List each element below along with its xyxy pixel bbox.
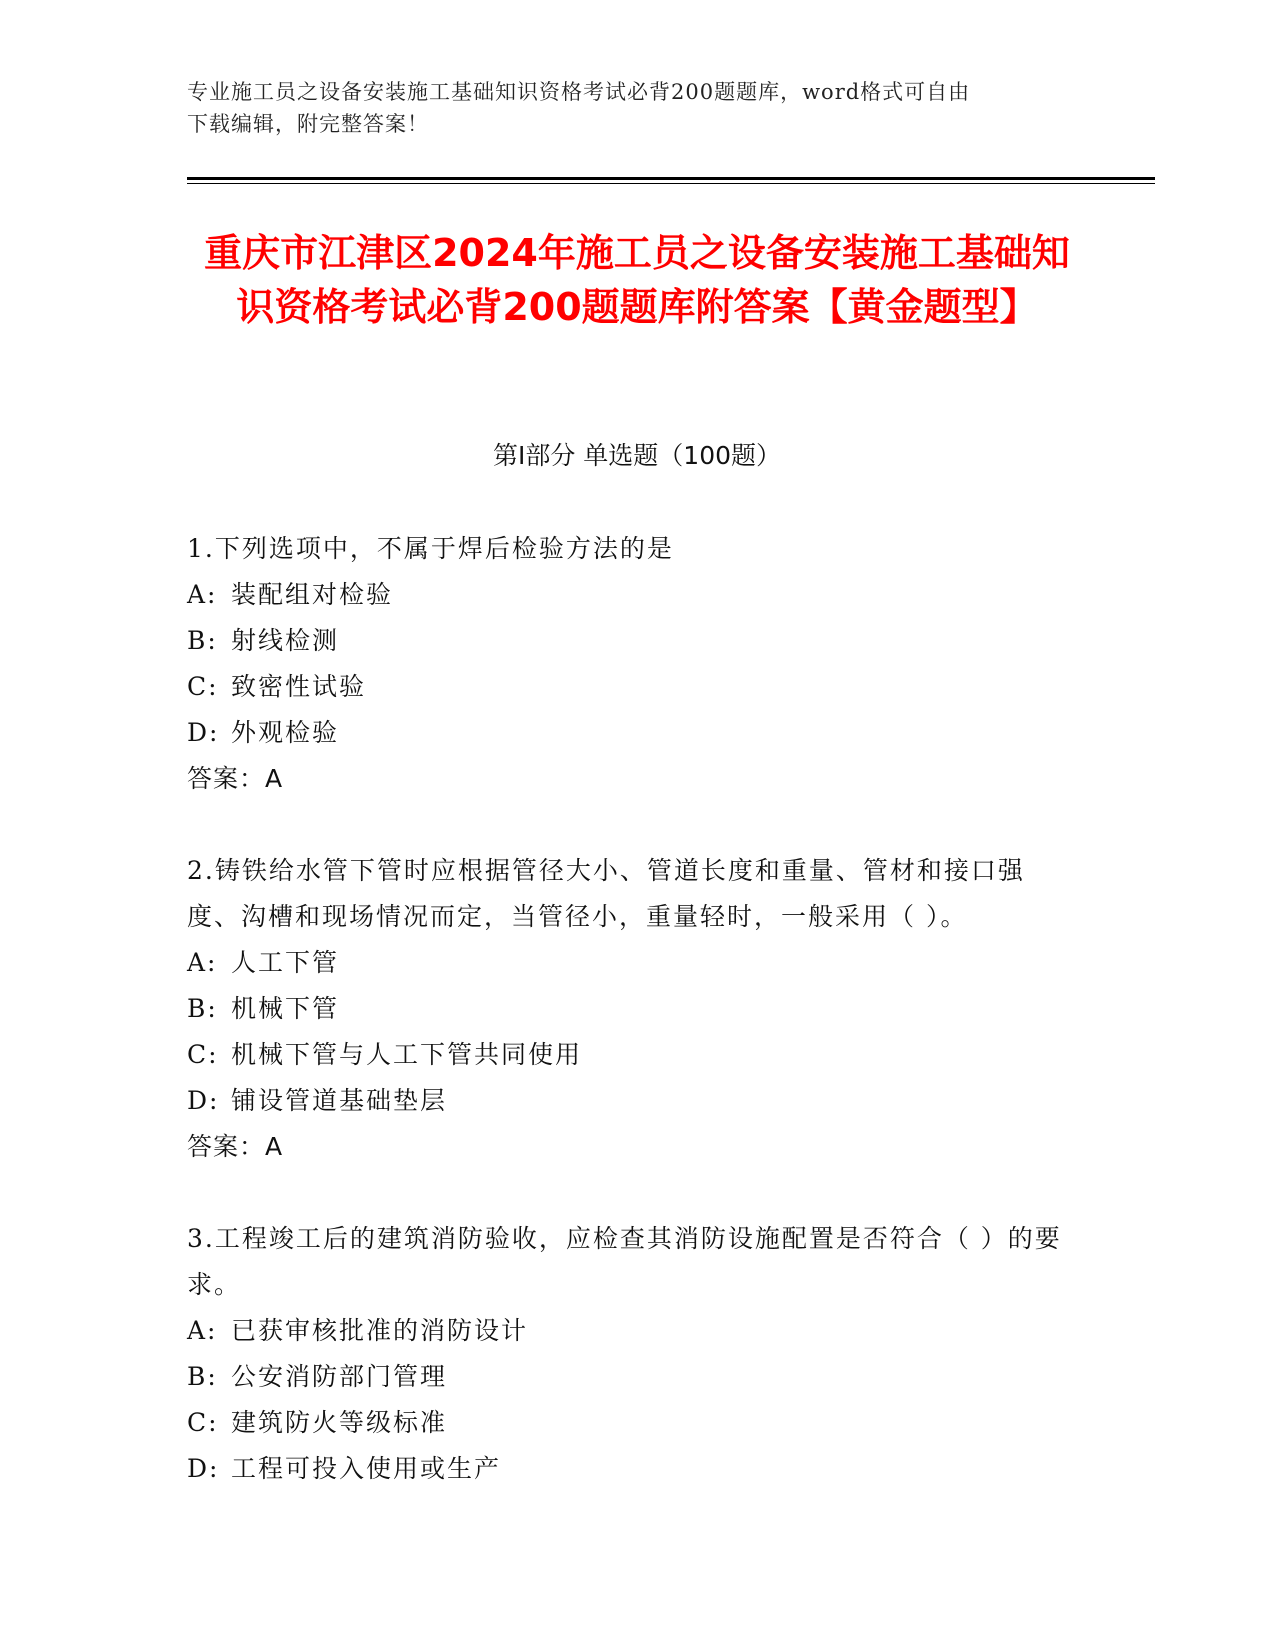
option-text: 公安消防部门管理 <box>231 1362 448 1391</box>
question-text: 3.工程竣工后的建筑消防验收，应检查其消防设施配置是否符合（ ）的要求。 <box>187 1224 1062 1299</box>
option-letter: D: <box>187 1454 220 1483</box>
option-letter: D: <box>187 1086 220 1115</box>
option-b <box>187 1354 1067 1400</box>
option-c <box>187 1400 1067 1446</box>
option-letter: A: <box>187 948 218 977</box>
section-title: 第Ⅰ部分 单选题（100题） <box>492 441 782 470</box>
option-text: 铺设管道基础垫层 <box>231 1086 448 1115</box>
option-a <box>187 572 1067 618</box>
option-text: 机械下管 <box>231 994 340 1023</box>
option-text: 人工下管 <box>231 948 340 977</box>
option-text: 建筑防火等级标准 <box>231 1408 448 1437</box>
option-text: 工程可投入使用或生产 <box>231 1454 502 1483</box>
option-letter: C: <box>187 1408 219 1437</box>
document-title: 重庆市江津区2024年施工员之设备安装施工基础知识资格考试必背200题题库附答案【黄金题型】 <box>204 231 1070 329</box>
option-b <box>187 986 1067 1032</box>
question-3 <box>187 1216 1067 1492</box>
option-letter: C: <box>187 1040 219 1069</box>
option-letter: A: <box>187 1316 218 1345</box>
question-1 <box>187 526 1067 802</box>
option-text: 射线检测 <box>231 626 340 655</box>
option-letter: B: <box>187 626 218 655</box>
option-d <box>187 710 1067 756</box>
question-list <box>187 526 1067 1538</box>
option-a <box>187 940 1067 986</box>
question-2 <box>187 848 1067 1170</box>
option-c <box>187 1032 1067 1078</box>
question-text: 2.铸铁给水管下管时应根据管径大小、管道长度和重量、管材和接口强度、沟槽和现场情况而定，当管径小，重量轻时，一般采用（ ）。 <box>187 856 1025 931</box>
option-text: 致密性试验 <box>231 672 367 701</box>
header-divider-thin <box>187 183 1155 184</box>
option-a <box>187 1308 1067 1354</box>
option-text: 机械下管与人工下管共同使用 <box>231 1040 583 1069</box>
option-letter: B: <box>187 994 218 1023</box>
header-note <box>187 76 1087 140</box>
option-letter: B: <box>187 1362 218 1391</box>
option-d <box>187 1446 1067 1492</box>
header-note-line-1: 专业施工员之设备安装施工基础知识资格考试必背200题题库，word格式可自由 <box>187 80 971 104</box>
answer: 答案：A <box>187 1132 284 1161</box>
option-letter: C: <box>187 672 219 701</box>
option-text: 装配组对检验 <box>231 580 394 609</box>
option-d <box>187 1078 1067 1124</box>
answer: 答案：A <box>187 764 284 793</box>
option-letter: A: <box>187 580 218 609</box>
header-divider-thick <box>187 177 1155 180</box>
option-c <box>187 664 1067 710</box>
option-text: 外观检验 <box>231 718 340 747</box>
option-text: 已获审核批准的消防设计 <box>231 1316 529 1345</box>
option-letter: D: <box>187 718 220 747</box>
header-note-line-2: 下载编辑，附完整答案！ <box>187 112 429 136</box>
option-b <box>187 618 1067 664</box>
question-text: 1.下列选项中，不属于焊后检验方法的是 <box>187 534 674 563</box>
